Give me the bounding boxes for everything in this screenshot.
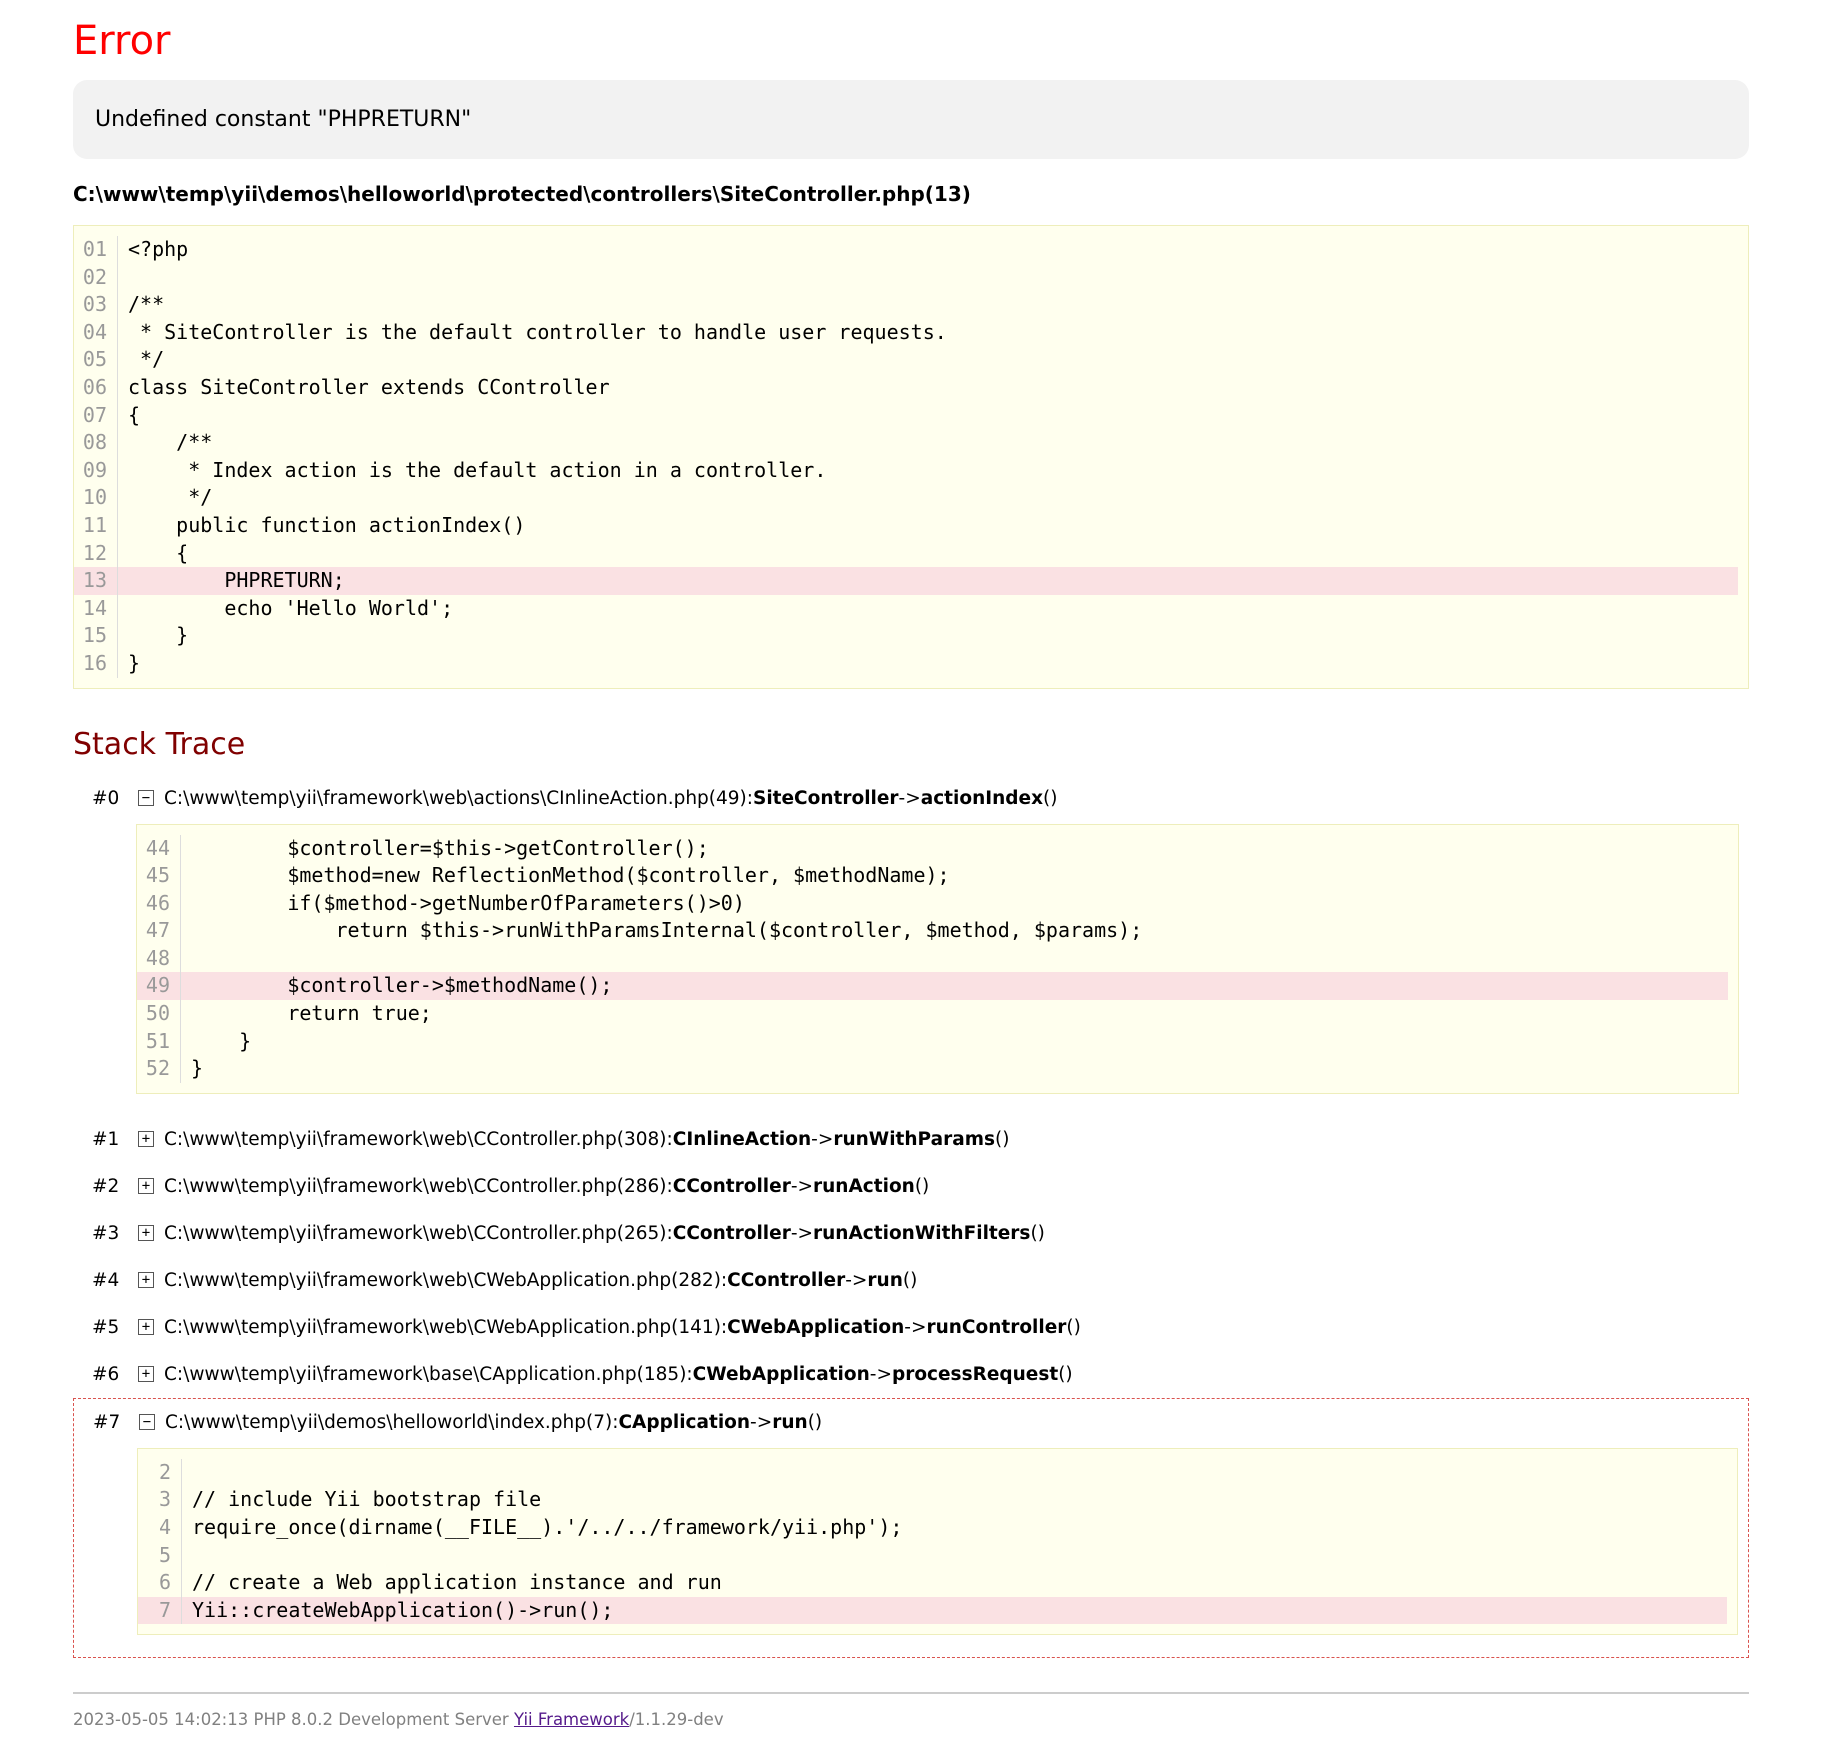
line-code: if($method->getNumberOfParameters()>0)	[191, 890, 745, 915]
trace-file-path: C:\www\temp\yii\framework\web\CWebApplication.php(141):	[164, 1316, 728, 1338]
line-number: 12	[74, 540, 118, 568]
line-code: // create a Web application instance and run	[192, 1570, 722, 1595]
line-number: 4	[138, 1514, 182, 1542]
trace-number: #4	[92, 1269, 120, 1291]
trace-number: #1	[92, 1128, 120, 1150]
trace-arrow: ->	[898, 787, 921, 809]
trace-function	[727, 1270, 917, 1291]
trace-class: CInlineAction	[672, 1128, 812, 1150]
trace-arrow: ->	[811, 1128, 834, 1150]
trace-class: CController	[672, 1222, 791, 1244]
line-code	[118, 264, 1738, 292]
footer-timestamp: 2023-05-05 14:02:13	[73, 1710, 249, 1730]
code-line	[74, 346, 1738, 374]
trace-function	[673, 1223, 1045, 1244]
line-code: PHPRETURN;	[118, 567, 1738, 595]
footer-server: PHP 8.0.2 Development Server	[253, 1710, 509, 1730]
code-line	[74, 374, 1738, 402]
code-line	[74, 264, 1738, 292]
trace-parens: ()	[1030, 1222, 1045, 1244]
trace-arrow: ->	[845, 1269, 868, 1291]
trace-class: SiteController	[753, 787, 899, 809]
trace-method: processRequest	[891, 1363, 1059, 1385]
trace-method: run	[867, 1269, 903, 1291]
plus-square-icon[interactable]: +	[138, 1225, 154, 1241]
trace-method: runController	[926, 1316, 1067, 1338]
stack-trace-list	[73, 775, 1749, 1659]
code-line	[137, 1000, 1728, 1028]
code-line	[74, 650, 1738, 678]
code-line	[137, 917, 1728, 945]
code-line	[138, 1459, 1727, 1487]
code-line	[74, 622, 1738, 650]
highlighted-code-line	[138, 1597, 1727, 1625]
code-line	[137, 945, 1728, 973]
line-code: */	[128, 485, 213, 510]
line-code: $controller=$this->getController();	[191, 835, 709, 860]
highlighted-code-line	[74, 567, 1738, 595]
code-line	[138, 1542, 1727, 1570]
trace-file-path: C:\www\temp\yii\framework\web\actions\CInlineAction.php(49):	[164, 787, 753, 809]
code-line	[74, 319, 1738, 347]
line-number: 6	[138, 1569, 182, 1597]
trace-method: run	[772, 1411, 808, 1433]
trace-class: CController	[727, 1269, 846, 1291]
trace-class: CController	[672, 1175, 791, 1197]
line-code: }	[191, 1056, 204, 1081]
trace-function	[673, 1129, 1010, 1150]
trace-parens: ()	[902, 1269, 918, 1291]
code-line	[137, 835, 1728, 863]
line-code: }	[128, 623, 189, 648]
line-number: 09	[74, 457, 118, 485]
source-file-path: C:\www\temp\yii\demos\helloworld\protected\controllers\SiteController.php(13)	[73, 182, 971, 206]
line-number: 46	[137, 890, 181, 918]
line-number: 2	[138, 1459, 182, 1487]
code-line	[74, 540, 1738, 568]
line-number: 49	[137, 972, 181, 1000]
error-message: Undefined constant "PHPRETURN"	[73, 80, 1749, 159]
trace-class: CWebApplication	[727, 1316, 905, 1338]
trace-parens: ()	[1066, 1316, 1081, 1338]
line-number: 15	[74, 622, 118, 650]
line-code: {	[128, 402, 141, 427]
line-number: 08	[74, 429, 118, 457]
trace-parens: ()	[1043, 787, 1058, 809]
trace-parens: ()	[807, 1411, 823, 1433]
code-line	[137, 862, 1728, 890]
line-code: * Index action is the default action in a controller.	[128, 457, 827, 482]
trace-arrow: ->	[869, 1363, 892, 1385]
source-code-block	[73, 225, 1749, 689]
code-line	[138, 1486, 1727, 1514]
plus-square-icon[interactable]: +	[138, 1131, 154, 1147]
plus-square-icon[interactable]: +	[138, 1178, 154, 1194]
trace-number: #6	[92, 1363, 120, 1385]
trace-method: runActionWithFilters	[813, 1222, 1031, 1244]
trace-header[interactable]	[73, 1257, 1749, 1304]
trace-file-path: C:\www\temp\yii\framework\web\CWebApplication.php(282):	[164, 1269, 728, 1291]
trace-item	[73, 1398, 1749, 1659]
line-number: 14	[74, 595, 118, 623]
trace-file-path: C:\www\temp\yii\demos\helloworld\index.php(7):	[165, 1411, 619, 1433]
yii-framework-link[interactable]: Yii Framework	[513, 1710, 630, 1730]
plus-square-icon[interactable]: +	[138, 1319, 154, 1335]
trace-arrow: ->	[904, 1316, 927, 1338]
code-line	[74, 457, 1738, 485]
trace-item	[73, 1210, 1749, 1257]
code-line	[74, 429, 1738, 457]
trace-parens: ()	[914, 1175, 930, 1197]
line-number: 16	[74, 650, 118, 678]
line-code: echo 'Hello World';	[128, 595, 454, 620]
trace-item	[73, 1163, 1749, 1210]
trace-header[interactable]	[74, 1399, 1748, 1446]
code-line	[137, 1055, 1728, 1083]
line-number: 06	[74, 374, 118, 402]
trace-file-path: C:\www\temp\yii\framework\web\CController.php(308):	[164, 1128, 673, 1150]
code-line	[137, 890, 1728, 918]
trace-header[interactable]	[73, 1163, 1749, 1210]
trace-number: #5	[92, 1316, 120, 1338]
trace-function	[618, 1412, 822, 1433]
trace-header[interactable]	[73, 1304, 1749, 1351]
trace-item	[73, 1351, 1749, 1398]
trace-method: actionIndex	[920, 787, 1044, 809]
line-code: Yii::createWebApplication()->run();	[182, 1597, 1727, 1625]
line-number: 01	[74, 236, 118, 264]
line-number: 03	[74, 291, 118, 319]
trace-method: runWithParams	[833, 1128, 995, 1150]
trace-function	[753, 788, 1057, 809]
line-code: class SiteController extends CController	[128, 374, 610, 399]
highlighted-code-line	[137, 972, 1728, 1000]
trace-code-block	[136, 824, 1739, 1094]
line-code: }	[191, 1028, 252, 1053]
trace-function	[673, 1176, 930, 1197]
line-number: 07	[74, 402, 118, 430]
trace-file-path: C:\www\temp\yii\framework\web\CController.php(265):	[164, 1222, 673, 1244]
line-code	[182, 1542, 1727, 1570]
line-number: 13	[74, 567, 118, 595]
trace-header[interactable]	[73, 1210, 1749, 1257]
trace-item	[73, 1257, 1749, 1304]
line-code: public function actionIndex()	[128, 512, 526, 537]
line-number: 02	[74, 264, 118, 292]
line-number: 48	[137, 945, 181, 973]
trace-item	[73, 1116, 1749, 1163]
code-line	[74, 484, 1738, 512]
footer	[73, 1692, 1749, 1729]
trace-number: #7	[93, 1411, 121, 1433]
line-number: 11	[74, 512, 118, 540]
line-code: {	[128, 540, 189, 565]
trace-arrow: ->	[750, 1411, 773, 1433]
error-title: Error	[73, 18, 171, 64]
line-number: 44	[137, 835, 181, 863]
trace-header[interactable]	[73, 1351, 1749, 1398]
trace-item	[73, 1304, 1749, 1351]
line-number: 50	[137, 1000, 181, 1028]
line-code	[182, 1459, 1727, 1487]
line-code: /**	[128, 292, 165, 317]
code-line	[138, 1569, 1727, 1597]
line-number: 7	[138, 1597, 182, 1625]
line-code: return $this->runWithParamsInternal($controller, $method, $params);	[191, 918, 1143, 943]
line-number: 5	[138, 1542, 182, 1570]
trace-file-path: C:\www\temp\yii\framework\web\CController.php(286):	[164, 1175, 673, 1197]
line-code: $method=new ReflectionMethod($controller, $methodName);	[191, 863, 950, 888]
trace-code-block	[137, 1448, 1738, 1636]
line-number: 47	[137, 917, 181, 945]
line-number: 52	[137, 1055, 181, 1083]
code-line	[74, 236, 1738, 264]
trace-arrow: ->	[790, 1175, 814, 1197]
line-number: 45	[137, 862, 181, 890]
line-code: }	[128, 650, 141, 675]
trace-function	[693, 1364, 1073, 1385]
code-line	[138, 1514, 1727, 1542]
line-code: $controller->$methodName();	[181, 972, 1728, 1000]
trace-number: #2	[92, 1175, 120, 1197]
line-code: // include Yii bootstrap file	[192, 1487, 542, 1512]
line-number: 10	[74, 484, 118, 512]
trace-item	[73, 775, 1749, 1094]
trace-parens: ()	[1058, 1363, 1073, 1385]
code-line	[137, 1028, 1728, 1056]
line-code: return true;	[191, 1001, 432, 1026]
code-line	[74, 291, 1738, 319]
minus-square-icon[interactable]: −	[138, 790, 154, 806]
trace-number: #3	[92, 1222, 120, 1244]
plus-square-icon[interactable]: +	[138, 1366, 154, 1382]
trace-arrow: ->	[790, 1222, 814, 1244]
code-line	[74, 512, 1738, 540]
line-code: require_once(dirname(__FILE__).'/../../framework/yii.php');	[192, 1515, 903, 1540]
line-code: * SiteController is the default controller to handle user requests.	[128, 319, 947, 344]
trace-header[interactable]	[73, 1116, 1749, 1163]
stack-trace-title: Stack Trace	[73, 726, 246, 762]
minus-square-icon[interactable]: −	[139, 1414, 155, 1430]
line-number: 3	[138, 1486, 182, 1514]
line-number: 05	[74, 346, 118, 374]
line-number: 51	[137, 1028, 181, 1056]
line-code: */	[128, 347, 165, 372]
line-code: <?php	[128, 237, 189, 261]
line-code: /**	[128, 430, 213, 455]
line-number: 04	[74, 319, 118, 347]
line-code	[181, 945, 1728, 973]
plus-square-icon[interactable]: +	[138, 1272, 154, 1288]
code-line	[74, 402, 1738, 430]
trace-method: runAction	[813, 1175, 915, 1197]
code-line	[74, 595, 1738, 623]
trace-header[interactable]	[73, 775, 1749, 822]
footer-version: /1.1.29-dev	[629, 1710, 724, 1730]
trace-file-path: C:\www\temp\yii\framework\base\CApplication.php(185):	[164, 1363, 693, 1385]
trace-class: CWebApplication	[692, 1363, 870, 1385]
trace-class: CApplication	[618, 1411, 751, 1433]
trace-parens: ()	[995, 1128, 1010, 1150]
trace-number: #0	[92, 787, 120, 809]
trace-function	[727, 1317, 1081, 1338]
